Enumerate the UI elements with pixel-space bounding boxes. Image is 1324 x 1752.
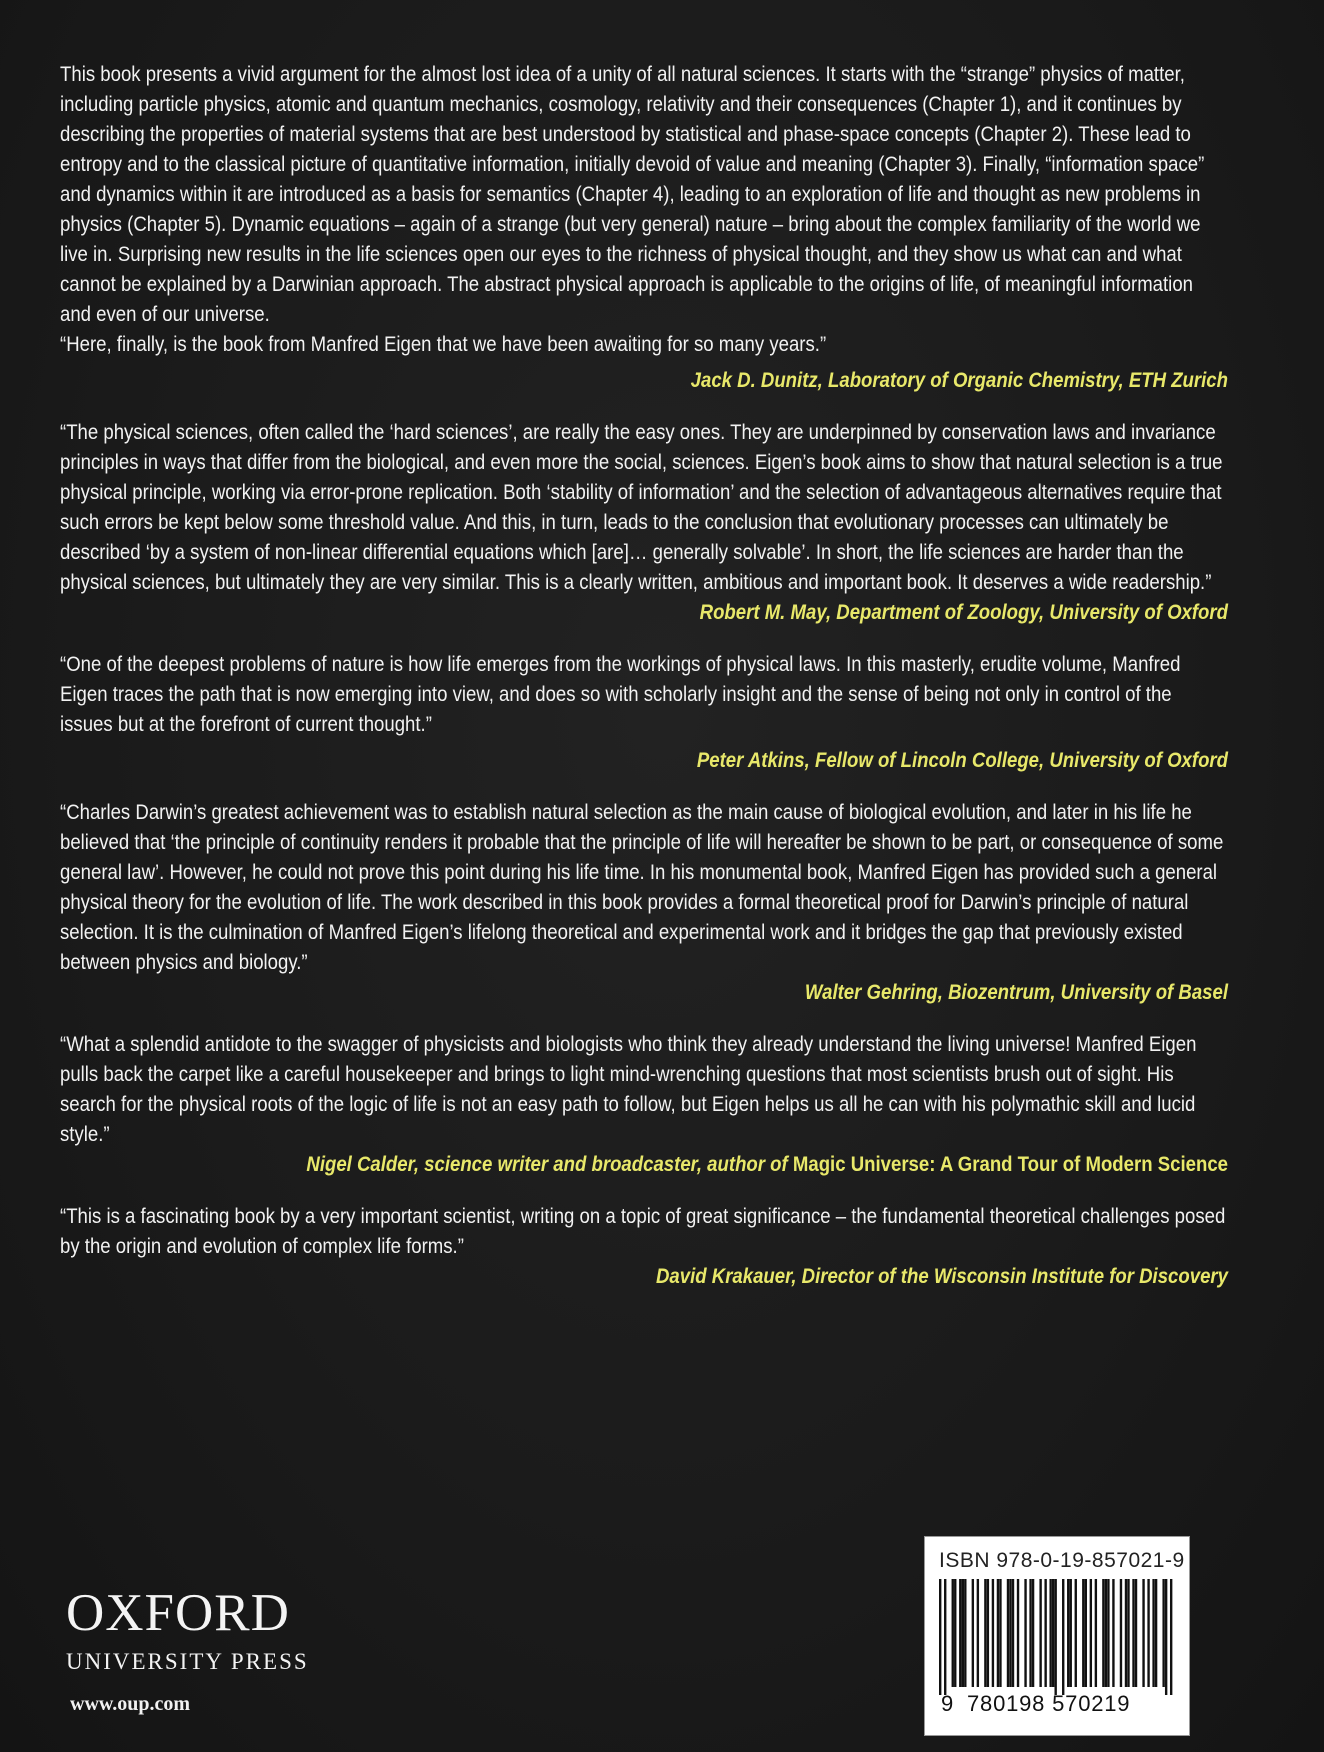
quote-text: “This is a fascinating book by a very important scientist, writing on a topic of great significance – the fundamental theoretical challenges posed by the origin and evolution of complex life forms.”: [60, 1205, 1226, 1258]
quote-text: “The physical sciences, often called the ‘hard sciences’, are really the easy ones. They are underpinned by conservation laws and invariance principles in ways that differ from the biological, and even more the social, sciences. Eigen’s book aims to show that natural selection is a true physical principle, working via error-prone replication. Both ‘stability of information’ and the selection of advantageous alternatives require that such errors be kept below some threshold value. And this, in turn, leads to the conclusion that evolutionary processes can ultimately be described ‘by a system of non-linear differential equations which [are]… generally solvable’. In short, the life sciences are harder than the physical sciences, but ultimately they are very similar. This is a clearly written, ambitious and important book. It deserves a wide readership.”: [60, 421, 1223, 594]
quote-text: “Here, finally, is the book from Manfred Eigen that we have been awaiting for so many years.”: [60, 333, 827, 356]
publisher-website: www.oup.com: [70, 1693, 191, 1715]
endorsement-4: [60, 798, 1228, 1008]
ean-digits: 780198 570219: [967, 1691, 1131, 1716]
barcode-icon: [939, 1579, 1175, 1695]
quote-attribution: Walter Gehring, Biozentrum, University of Basel: [804, 981, 1228, 1004]
quote-attribution: Peter Atkins, Fellow of Lincoln College, University of Oxford: [696, 749, 1228, 772]
isbn-barcode-box: [924, 1536, 1190, 1736]
endorsement-1: [60, 330, 1228, 396]
quote-attribution: Jack D. Dunitz, Laboratory of Organic Chemistry, ETH Zurich: [690, 369, 1228, 392]
endorsement-5: [60, 1030, 1228, 1180]
quote-attribution: David Krakauer, Director of the Wisconsin Institute for Discovery: [655, 1265, 1228, 1288]
cover-text: [60, 60, 1228, 1314]
attribution-author: Nigel Calder, science writer and broadcaster, author of: [306, 1153, 788, 1176]
quote-text: “What a splendid antidote to the swagger of physicists and biologists who think they already understand the living universe! Manfred Eigen pulls back the carpet like a careful housekeeper and brings to light mind-wrenching questions that most scientists brush out of sight. His search for the physical roots of the logic of life is not an easy path to follow, but Eigen helps us all he can with his polymathic skill and lucid style.”: [60, 1033, 1197, 1146]
endorsement-2: [60, 418, 1228, 628]
publisher-logo: [66, 1586, 309, 1676]
ean-first-digit: 9: [941, 1691, 954, 1716]
endorsement-3: [60, 650, 1228, 776]
quote-attribution: [194, 1150, 1228, 1180]
quote-text: “Charles Darwin’s greatest achievement was to establish natural selection as the main cause of biological evolution, and later in his life he believed that ‘the principle of continuity renders it probable that the principle of life will hereafter be shown to be part, or consequence of some general law’. However, he could not prove this point during his life time. In his monumental book, Manfred Eigen has provided such a general physical theory for the evolution of life. The work described in this book provides a formal theoretical proof for Darwin’s principle of natural selection. It is the culmination of Manfred Eigen’s lifelong theoretical and experimental work and it bridges the gap that previously existed between physics and biology.”: [60, 801, 1224, 974]
book-blurb: This book presents a vivid argument for the almost lost idea of a unity of all natural sciences. It starts with the “strange” physics of matter, including particle physics, atomic and quantum mechanics, cosmology, relativity and their consequences (Chapter 1), and it continues by describing the properties of material systems that are best understood by statistical and phase-space concepts (Chapter 2). These lead to entropy and to the classical picture of quantitative information, initially devoid of value and meaning (Chapter 3). Finally, “information space” and dynamics within it are introduced as a basis for semantics (Chapter 4), leading to an exploration of life and thought as new problems in physics (Chapter 5). Dynamic equations – again of a strange (but very general) nature – bring about the complex familiarity of the world we live in. Surprising new results in the life sciences open our eyes to the richness of physical thought, and they show us what can and what cannot be explained by a Darwinian approach. The abstract physical approach is applicable to the origins of life, of meaningful information and even of our universe.: [60, 63, 1205, 326]
publisher-name: OXFORD: [66, 1584, 290, 1642]
attribution-book-title: Magic Universe: A Grand Tour of Modern Science: [792, 1153, 1228, 1176]
quote-attribution: Robert M. May, Department of Zoology, University of Oxford: [699, 601, 1228, 624]
isbn-label: ISBN 978-0-19-857021-9: [939, 1549, 1185, 1572]
publisher-subtitle: UNIVERSITY PRESS: [66, 1649, 309, 1674]
quote-text: “One of the deepest problems of nature is how life emerges from the workings of physical laws. In this masterly, erudite volume, Manfred Eigen traces the path that is now emerging into view, and does so with scholarly insight and the sense of being not only in control of the issues but at the forefront of current thought.”: [60, 653, 1181, 736]
endorsement-6: [60, 1202, 1228, 1292]
